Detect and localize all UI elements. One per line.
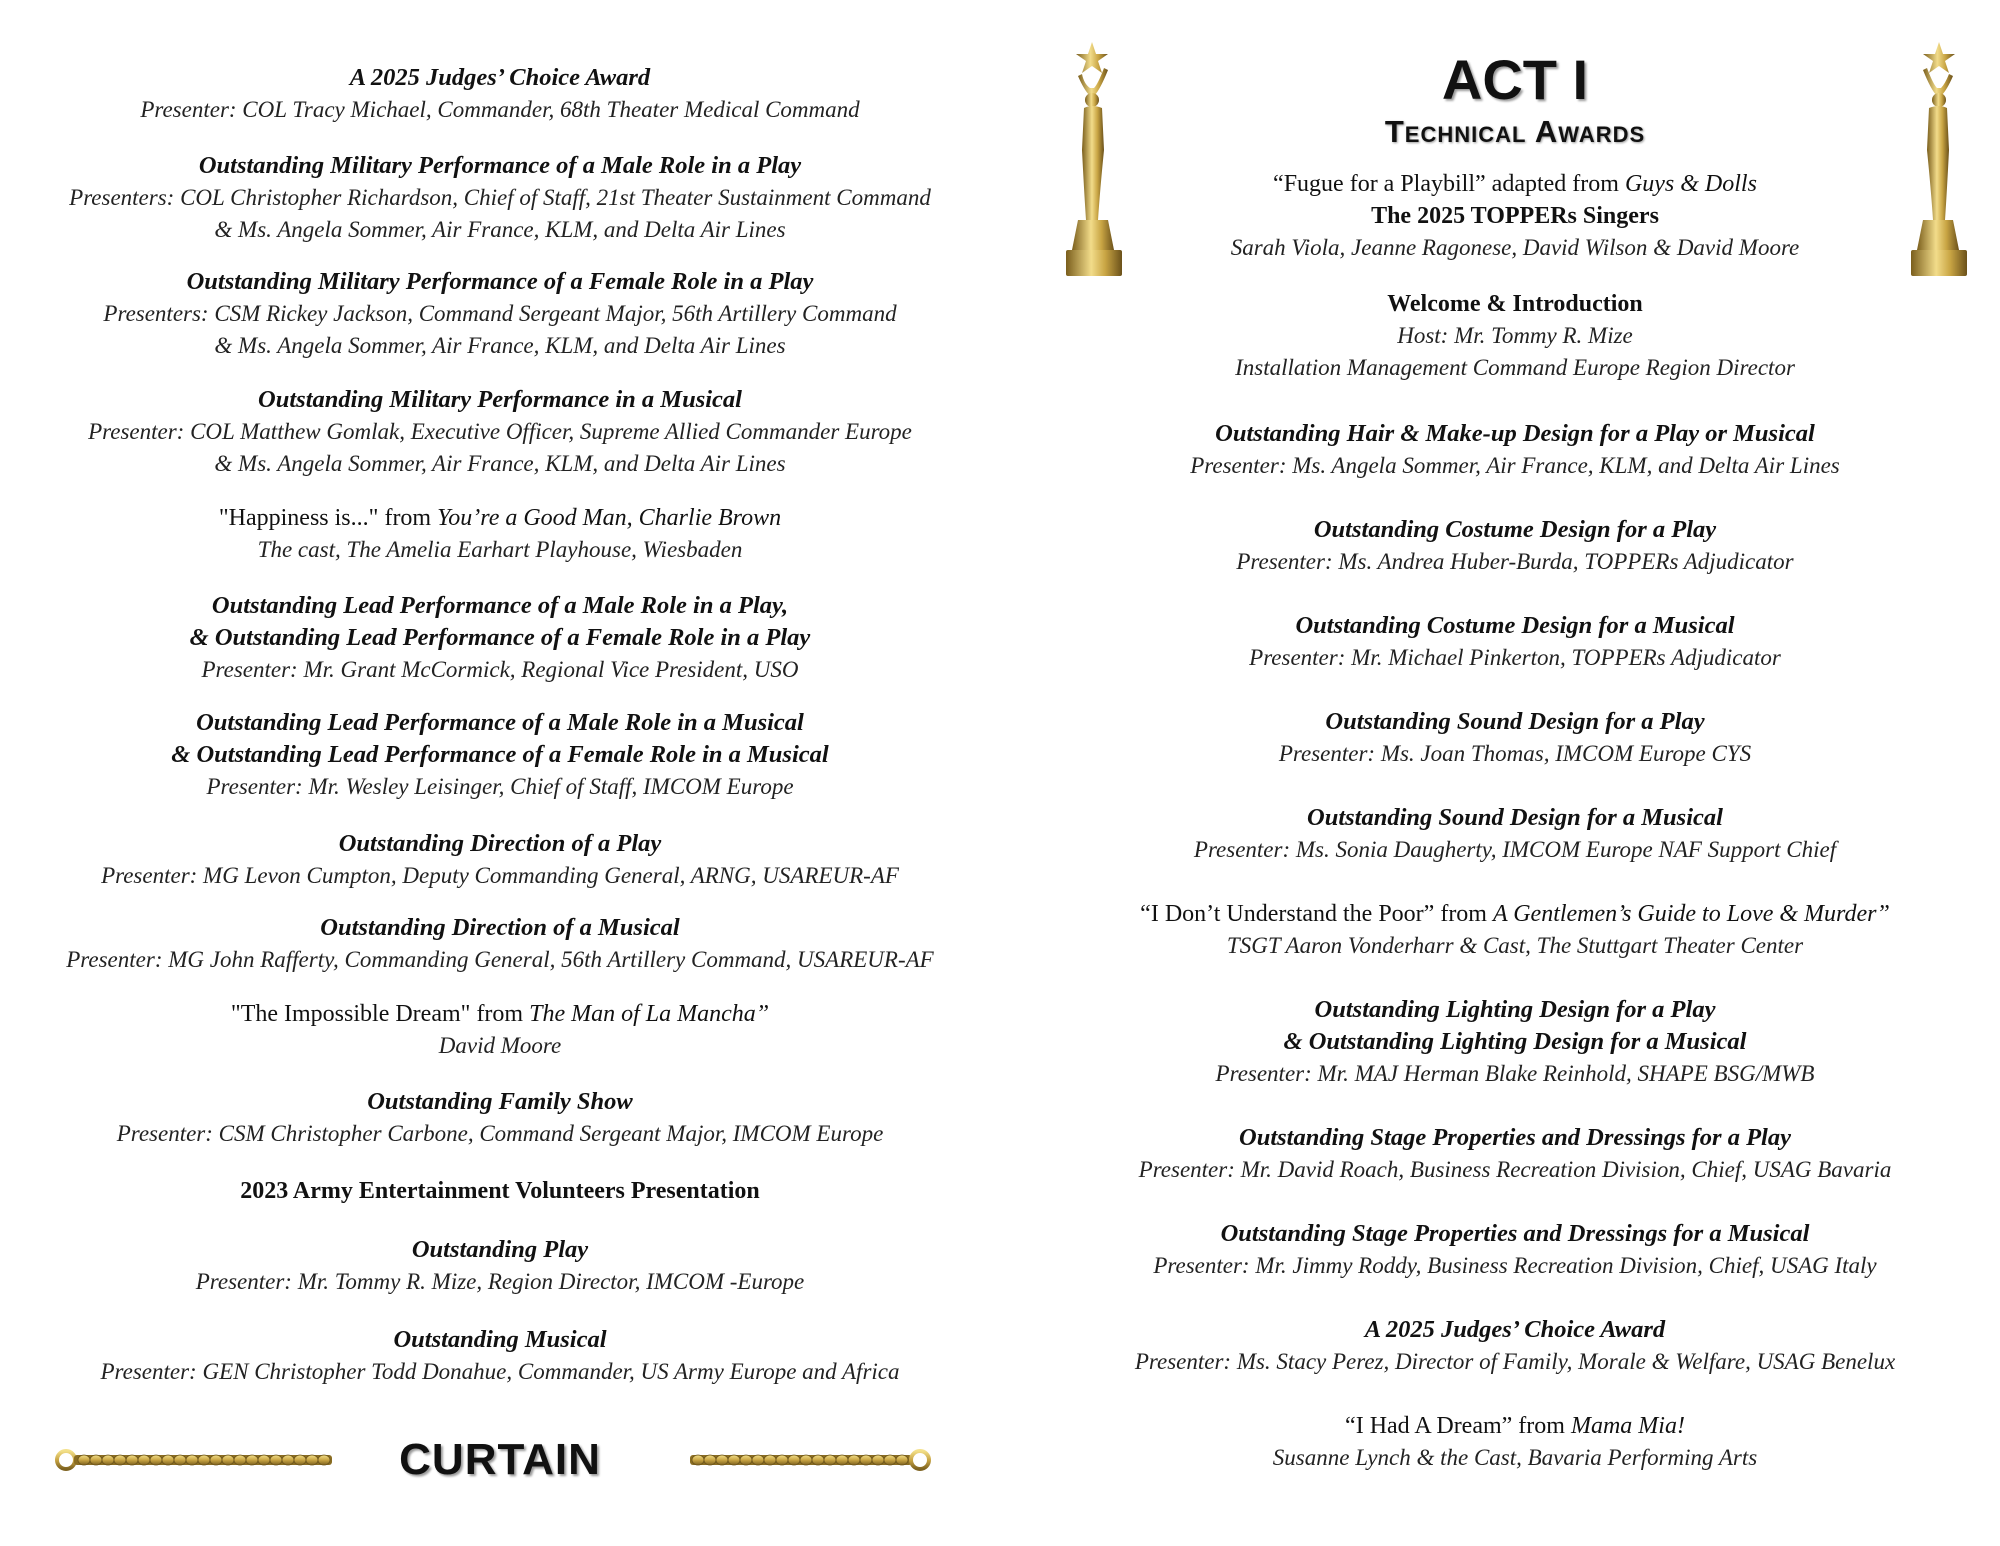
performers-line: TSGT Aaron Vonderharr & Cast, The Stuttgart Theater Center — [1226, 933, 1804, 958]
award-title: Outstanding Family Show — [367, 1088, 633, 1115]
song-entry — [1045, 898, 1985, 962]
presenter-line: Presenter: CSM Christopher Carbone, Command Sergeant Major, IMCOM Europe — [116, 1121, 884, 1146]
award-title: & Outstanding Lead Performance of a Female Role in a Musical — [171, 741, 829, 768]
award-title: Outstanding Sound Design for a Play — [1325, 708, 1705, 735]
host-title: Installation Management Command Europe Region Director — [1235, 355, 1795, 380]
award-title: A 2025 Judges’ Choice Award — [1364, 1316, 1666, 1343]
program-entry — [15, 1086, 985, 1150]
presenter-line: Presenter: COL Tracy Michael, Commander, 68th Theater Medical Command — [140, 97, 860, 122]
performers-line: Susanne Lynch & the Cast, Bavaria Performing Arts — [1272, 1445, 1758, 1470]
award-title: Outstanding Direction of a Musical — [320, 914, 680, 941]
presenter-line: Presenter: COL Matthew Gomlak, Executive Officer, Supreme Allied Commander Europe — [88, 419, 912, 444]
award-title: Outstanding Stage Properties and Dressings for a Musical — [1220, 1220, 1810, 1247]
song-entry — [15, 502, 985, 566]
song-title: “I Don’t Understand the Poor” from A Gentlemen’s Guide to Love & Murder” — [1140, 901, 1890, 927]
program-entry — [1045, 1314, 1985, 1378]
program-entry — [1045, 802, 1985, 866]
award-title: A 2025 Judges’ Choice Award — [349, 64, 651, 91]
song-title: "Happiness is..." from You’re a Good Man, Charlie Brown — [218, 505, 782, 531]
opening-number — [1045, 168, 1985, 264]
curtain-title: CURTAIN — [399, 1435, 601, 1484]
award-title: Outstanding Military Performance in a Musical — [258, 386, 742, 413]
presenter-line: Presenter: Mr. Grant McCormick, Regional Vice President, USO — [201, 657, 799, 682]
program-entry — [15, 590, 985, 686]
program-entry — [15, 828, 985, 892]
program-entry — [15, 150, 985, 246]
presenter-line: Presenter: Mr. Jimmy Roddy, Business Recreation Division, Chief, USAG Italy — [1153, 1253, 1877, 1278]
program-entry — [15, 912, 985, 976]
program-entry — [1045, 706, 1985, 770]
program-entry — [1045, 1122, 1985, 1186]
award-title: Outstanding Lead Performance of a Male Role in a Musical — [196, 709, 804, 736]
presenter-line: & Ms. Angela Sommer, Air France, KLM, and Delta Air Lines — [214, 217, 786, 242]
presenter-line: & Ms. Angela Sommer, Air France, KLM, and Delta Air Lines — [214, 451, 786, 476]
award-title: Outstanding Hair & Make-up Design for a Play or Musical — [1215, 420, 1815, 447]
presenter-line: Presenter: Mr. Tommy R. Mize, Region Director, IMCOM -Europe — [195, 1269, 805, 1294]
program-entry — [1045, 514, 1985, 578]
award-title: & Outstanding Lighting Design for a Musical — [1283, 1028, 1747, 1055]
award-title: Outstanding Costume Design for a Play — [1313, 516, 1717, 543]
presenter-line: & Ms. Angela Sommer, Air France, KLM, and Delta Air Lines — [214, 333, 786, 358]
presenter-line: Presenter: Mr. Wesley Leisinger, Chief of Staff, IMCOM Europe — [206, 774, 794, 799]
act-title: ACT I — [1441, 48, 1589, 111]
welcome-heading: Welcome & Introduction — [1387, 291, 1643, 317]
show-title: The Man of La Mancha” — [529, 1001, 770, 1027]
presenter-line: Presenters: CSM Rickey Jackson, Command Sergeant Major, 56th Artillery Command — [103, 301, 897, 326]
song-title: "The Impossible Dream" from The Man of La Mancha” — [230, 1001, 770, 1027]
award-title: Outstanding Military Performance of a Female Role in a Play — [186, 268, 814, 295]
presenter-line: Presenter: GEN Christopher Todd Donahue, Commander, US Army Europe and Africa — [100, 1359, 900, 1384]
group-name: The 2025 TOPPERs Singers — [1371, 203, 1659, 229]
program-entry — [15, 707, 985, 803]
show-title: Guys & Dolls — [1624, 171, 1757, 197]
gold-chain-icon — [688, 1447, 934, 1473]
award-title: Outstanding Costume Design for a Musical — [1295, 612, 1735, 639]
show-title: Mama Mia! — [1570, 1413, 1685, 1439]
show-title: A Gentlemen’s Guide to Love & Murder” — [1492, 901, 1890, 927]
program-entry — [15, 62, 985, 126]
song-title: “I Had A Dream” from Mama Mia! — [1345, 1413, 1685, 1439]
program-entry — [1045, 994, 1985, 1090]
award-title: Outstanding Lead Performance of a Male Role in a Play, — [211, 592, 789, 619]
section-heading — [15, 1175, 985, 1207]
welcome-block — [1045, 288, 1985, 384]
presenter-line: Presenters: COL Christopher Richardson, Chief of Staff, 21st Theater Sustainment Command — [69, 185, 931, 210]
song-entry — [1045, 1410, 1985, 1474]
presenter-line: Presenter: Mr. MAJ Herman Blake Reinhold, SHAPE BSG/MWB — [1215, 1061, 1815, 1086]
presenter-line: Presenter: MG John Rafferty, Commanding General, 56th Artillery Command, USAREUR-AF — [66, 947, 934, 972]
award-title: Outstanding Musical — [393, 1326, 607, 1353]
presenter-line: Presenter: Ms. Joan Thomas, IMCOM Europe CYS — [1278, 741, 1752, 766]
program-entry — [1045, 610, 1985, 674]
presenter-line: Presenter: Ms. Stacy Perez, Director of Family, Morale & Welfare, USAG Benelux — [1134, 1349, 1896, 1374]
program-entry — [15, 1234, 985, 1298]
award-title: Outstanding Lighting Design for a Play — [1314, 996, 1716, 1023]
performers-line: Sarah Viola, Jeanne Ragonese, David Wilson & David Moore — [1230, 235, 1800, 260]
presenter-line: Presenter: Ms. Sonia Daugherty, IMCOM Europe NAF Support Chief — [1193, 837, 1837, 862]
host-line: Host: Mr. Tommy R. Mize — [1397, 323, 1633, 348]
song-title: “Fugue for a Playbill” adapted from Guys & Dolls — [1273, 171, 1757, 197]
presenter-line: Presenter: Mr. David Roach, Business Recreation Division, Chief, USAG Bavaria — [1138, 1157, 1892, 1182]
award-title: Outstanding Direction of a Play — [338, 830, 662, 857]
song-entry — [15, 998, 985, 1062]
act-subtitle: Technical Awards — [1384, 114, 1646, 149]
curtain-footer — [0, 1425, 985, 1495]
show-title: You’re a Good Man, Charlie Brown — [437, 505, 782, 531]
performers-line: David Moore — [438, 1033, 562, 1058]
program-entry — [15, 384, 985, 480]
program-entry — [15, 266, 985, 362]
presenter-line: Presenter: Ms. Angela Sommer, Air France, KLM, and Delta Air Lines — [1190, 453, 1840, 478]
presenter-line: Presenter: Ms. Andrea Huber-Burda, TOPPERs Adjudicator — [1236, 549, 1794, 574]
presenter-line: Presenter: Mr. Michael Pinkerton, TOPPERs Adjudicator — [1249, 645, 1781, 670]
award-title: & Outstanding Lead Performance of a Female Role in a Play — [189, 624, 811, 651]
award-title: Outstanding Stage Properties and Dressings for a Play — [1239, 1124, 1791, 1151]
program-entry — [1045, 1218, 1985, 1282]
award-title: Outstanding Military Performance of a Male Role in a Play — [198, 152, 802, 179]
presentation-title: 2023 Army Entertainment Volunteers Presentation — [240, 1178, 760, 1204]
presenter-line: Presenter: MG Levon Cumpton, Deputy Commanding General, ARNG, USAREUR-AF — [101, 863, 899, 888]
award-title: Outstanding Sound Design for a Musical — [1307, 804, 1723, 831]
award-title: Outstanding Play — [411, 1236, 589, 1263]
performers-line: The cast, The Amelia Earhart Playhouse, Wiesbaden — [257, 537, 743, 562]
gold-chain-icon — [52, 1447, 334, 1473]
program-entry — [1045, 418, 1985, 482]
program-entry — [15, 1324, 985, 1388]
